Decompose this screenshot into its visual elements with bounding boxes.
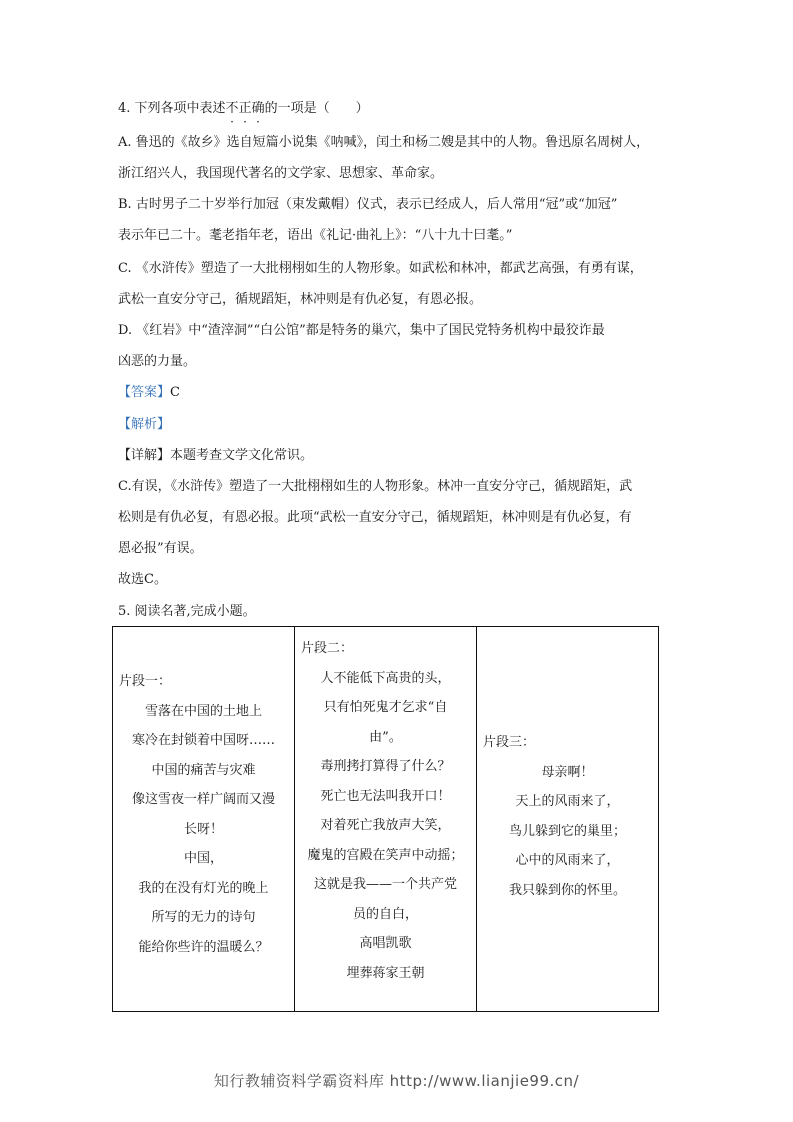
emphasis-char: 确 [251, 101, 265, 116]
fragment-1-line: 中国， [183, 851, 223, 866]
fragment-2-cell [295, 627, 477, 1012]
explanation-line-2: 松则是有仇必复，有恩必报。此项“武松一直安分守己，循规蹈矩，林冲则是有仇必复，有 [118, 510, 632, 525]
fragment-1-line: 雪落在中国的土地上 [144, 703, 262, 719]
answer-value: C [170, 385, 180, 400]
fragment-1-line: 所写的无力的诗句 [151, 910, 256, 925]
option-d-line-2: 凶恶的力量。 [118, 354, 197, 369]
fragment-1-cell [113, 627, 295, 1012]
fragment-2-line: 只有怕死鬼才乞求“自 [323, 700, 448, 715]
fragment-3-line: 鸟儿躲到它的巢里； [508, 823, 626, 839]
fragment-3-line: 母亲啊！ [541, 764, 594, 780]
fragment-2-line: 人不能低下高贵的头， [320, 670, 451, 686]
fragment-2-line: 死亡也无法叫我开口！ [320, 788, 451, 804]
fragment-3-line: 天上的风雨来了， [515, 794, 620, 809]
explanation-line-3: 恩必报”有误。 [118, 541, 203, 556]
answer-line [118, 384, 180, 402]
fragment-1-title: 片段一： [119, 674, 172, 689]
fragment-2-line: 这就是我——一个共产党 [313, 877, 457, 892]
option-a-line-2: 浙江绍兴人，我国现代著名的文学家、思想家、革命家。 [118, 166, 444, 181]
explanation-line-1: C.有误，《水浒传》塑造了一大批栩栩如生的人物形象。林冲一直安分守己，循规蹈矩，武 [118, 479, 633, 494]
option-b-line-1: B. 古时男子二十岁举行加冠（束发戴帽）仪式，表示已经成人，后人常用“冠”或“加冠” [118, 197, 618, 212]
fragment-2-line: 毒刑拷打算得了什么？ [320, 759, 451, 774]
emphasis-char: 不 [225, 101, 239, 116]
fragment-2-line: 由”。 [369, 729, 402, 745]
conclusion-line: 故选C。 [118, 572, 167, 587]
fragment-1-line: 寒冷在封锁着中国呀…… [131, 733, 275, 748]
question-5-stem: 5. 阅读名著,完成小题。 [118, 604, 256, 619]
option-d-line-1: D. 《红岩》中“渣滓洞”“白公馆”都是特务的巢穴，集中了国民党特务机构中最狡诈最 [118, 323, 605, 338]
analysis-label: 【解析】 [118, 417, 171, 432]
fragment-1-line: 中国的痛苦与灾难 [151, 762, 256, 778]
fragment-2-line: 对着死亡我放声大笑， [320, 818, 451, 833]
question-4-stem: 4. 下列各项中表述不正确的一项是（ ） [118, 101, 369, 116]
fragment-1-line: 我的在没有灯光的晚上 [138, 880, 269, 896]
fragment-2-line: 员的自白， [352, 906, 418, 922]
fragment-3-line: 心中的风雨来了， [515, 853, 620, 868]
emphasis-char: 正 [238, 101, 252, 116]
fragment-1-line: 长呀！ [183, 821, 223, 837]
fragment-2-line: 高唱凯歌 [359, 936, 412, 951]
option-c-line-1: C. 《水浒传》塑造了一大批栩栩如生的人物形象。如武松和林冲，都武艺高强，有勇有谋， [118, 261, 643, 276]
footer-watermark: 知行教辅资料学霸资料库 http://www.lianjie99.cn/ [213, 1072, 580, 1090]
fragment-3-cell [477, 627, 659, 1012]
option-b-line-2: 表示年已二十。耄老指年老，语出《礼记·曲礼上》：“八十九十曰耄。” [118, 228, 513, 243]
fragment-3-title: 片段三： [483, 735, 536, 750]
fragment-3-line: 我只躲到你的怀里。 [508, 882, 626, 898]
answer-label: 【答案】 [118, 385, 171, 400]
detail-line: 【详解】本题考查文学文化常识。 [118, 448, 314, 463]
poem-fragments-table [112, 626, 659, 1012]
option-c-line-2: 武松一直安分守己，循规蹈矩，林冲则是有仇必复，有恩必报。 [118, 292, 483, 307]
fragment-1-line: 像这雪夜一样广阔而又漫 [131, 792, 275, 807]
option-a-line-1: A. 鲁迅的《故乡》选自短篇小说集《呐喊》，闰土和杨二嫂是其中的人物。鲁迅原名周树人， [118, 135, 650, 150]
fragment-2-line: 埋葬蒋家王朝 [346, 965, 425, 981]
fragment-2-title: 片段二： [301, 641, 354, 656]
fragment-1-line: 能给你些许的温暖么？ [138, 939, 269, 955]
fragment-2-line: 魔鬼的宫殿在笑声中动摇； [307, 847, 464, 863]
